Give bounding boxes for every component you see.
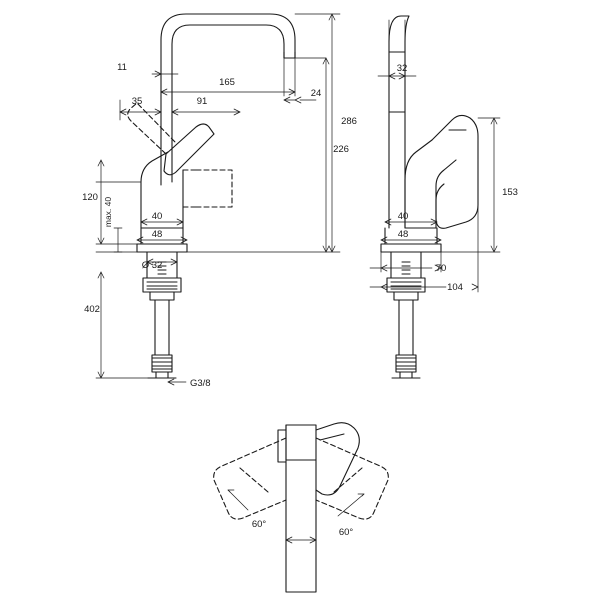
dim-side-40: 40 xyxy=(397,211,409,222)
dim-35: 35 xyxy=(131,96,143,107)
top-view-dashed-swivel xyxy=(214,438,389,519)
front-lever-dashed-positions xyxy=(128,103,232,207)
dim-side-32: 32 xyxy=(396,63,408,74)
angle-60-left: 60° xyxy=(251,519,267,530)
dim-286: 286 xyxy=(341,116,357,127)
dim-48: 48 xyxy=(151,229,163,240)
dim-side-48: 48 xyxy=(397,229,409,240)
side-dimension-labels xyxy=(397,63,518,293)
dim-g38-thread: G3/8 xyxy=(190,378,211,389)
side-spout-outline xyxy=(389,16,409,228)
front-spout-outline xyxy=(161,14,295,185)
top-view-body xyxy=(278,423,359,592)
dim-side-70: 70 xyxy=(435,263,447,274)
dim-side-104: 104 xyxy=(447,282,463,293)
dim-226: 226 xyxy=(333,144,349,155)
top-dimension-labels xyxy=(252,519,354,538)
dim-side-153: 153 xyxy=(502,187,518,198)
side-shank-outline xyxy=(387,252,425,378)
side-lever-outline xyxy=(432,115,478,228)
dim-diameter-32: Ø 32 xyxy=(141,260,163,271)
angle-60-right: 60° xyxy=(338,527,354,538)
dim-24: 24 xyxy=(310,88,322,99)
front-dimension-lines xyxy=(96,14,340,385)
dim-max-40: max. 40 xyxy=(103,196,113,228)
dim-11: 11 xyxy=(117,62,127,73)
dim-402: 402 xyxy=(84,304,100,315)
side-body-outline xyxy=(381,140,444,252)
dim-91: 91 xyxy=(196,96,208,107)
front-dimension-labels xyxy=(82,62,357,389)
dim-120: 120 xyxy=(82,192,98,203)
dim-165: 165 xyxy=(219,77,235,88)
dim-40: 40 xyxy=(151,211,163,222)
